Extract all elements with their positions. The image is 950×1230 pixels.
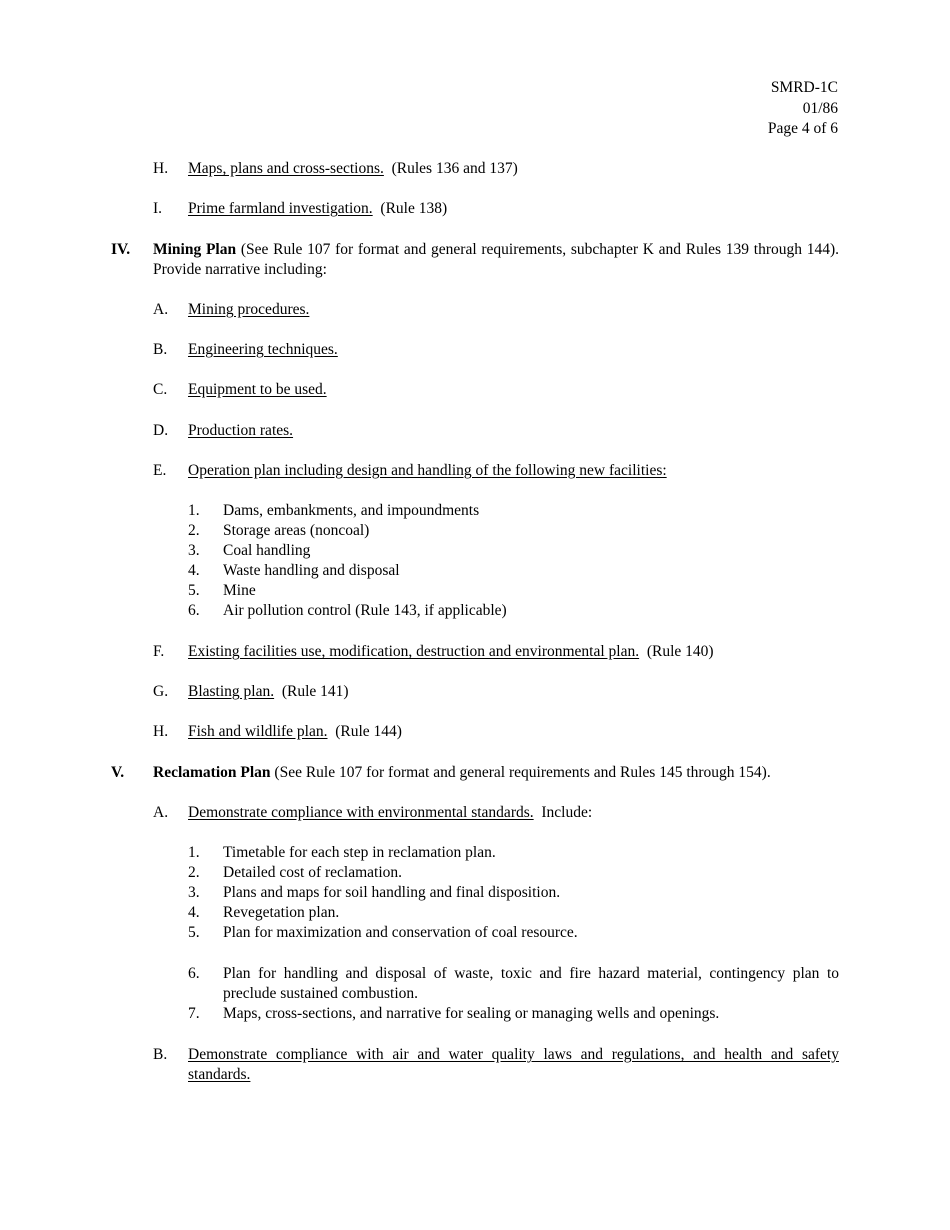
- item-number: 4.: [188, 562, 200, 579]
- section-intro: (See Rule 107 for format and general requirements and Rules 145 through 154).: [274, 764, 771, 781]
- item-label: H.: [153, 723, 169, 740]
- form-date: 01/86: [802, 99, 838, 117]
- item-title: Fish and wildlife plan.: [188, 723, 328, 740]
- item-number: 1.: [188, 844, 200, 861]
- item-number: 1.: [188, 502, 200, 519]
- item-number: 5.: [188, 924, 200, 941]
- item-text: Plan for handling and disposal of waste, toxic and fire hazard material, contingency plan to preclude sustained combustion.: [223, 965, 839, 1002]
- item-text: Maps, cross-sections, and narrative for sealing or managing wells and openings.: [223, 1005, 720, 1022]
- item-text: Plan for maximization and conservation of coal resource.: [223, 924, 578, 941]
- item-rule: (Rules 136 and 137): [391, 160, 518, 177]
- item-number: 7.: [188, 1005, 200, 1022]
- item-label: B.: [153, 341, 168, 358]
- item-rule: (Rule 144): [335, 723, 402, 740]
- item-text: Mine: [223, 582, 256, 599]
- section-title: Mining Plan: [153, 241, 237, 258]
- section-numeral: IV.: [111, 241, 131, 258]
- item-text: Dams, embankments, and impoundments: [223, 502, 480, 519]
- item-number: 4.: [188, 904, 200, 921]
- item-text: Revegetation plan.: [223, 904, 340, 921]
- item-number: 2.: [188, 522, 200, 539]
- item-title: Demonstrate compliance with environmental standards.: [188, 804, 534, 821]
- item-number: 3.: [188, 884, 200, 901]
- item-rule: (Rule 140): [646, 643, 714, 660]
- item-title: Operation plan including design and handling of the following new facilities:: [188, 462, 667, 479]
- section-numeral: V.: [111, 764, 125, 781]
- item-rest: Include:: [541, 804, 593, 821]
- item-title: Demonstrate compliance with air and water quality laws and regulations, and health and safety standards.: [188, 1046, 839, 1083]
- item-label: G.: [153, 683, 169, 700]
- item-label: C.: [153, 381, 168, 398]
- item-text: Coal handling: [223, 542, 311, 559]
- item-label: A.: [153, 301, 169, 318]
- item-number: 5.: [188, 582, 200, 599]
- item-title: Existing facilities use, modification, destruction and environmental plan.: [188, 643, 640, 660]
- item-number: 6.: [188, 602, 200, 619]
- item-title: Equipment to be used.: [188, 381, 327, 398]
- item-number: 3.: [188, 542, 200, 559]
- page-number: Page 4 of 6: [767, 120, 838, 137]
- page-header: [768, 78, 838, 140]
- item-title: Production rates.: [188, 422, 294, 439]
- item-label: F.: [153, 643, 165, 660]
- item-title: Blasting plan.: [188, 683, 275, 700]
- item-text: Waste handling and disposal: [223, 562, 400, 579]
- item-text: Plans and maps for soil handling and final disposition.: [223, 884, 561, 901]
- item-label: D.: [153, 422, 169, 439]
- item-number: 6.: [188, 965, 200, 982]
- item-label: B.: [153, 1046, 168, 1063]
- form-id: SMRD-1C: [770, 79, 838, 96]
- item-label: A.: [153, 804, 169, 821]
- item-text: Air pollution control (Rule 143, if applicable): [223, 602, 507, 619]
- item-number: 2.: [188, 864, 200, 881]
- item-rule: (Rule 138): [380, 200, 448, 217]
- item-title: Engineering techniques.: [188, 341, 338, 358]
- section-intro: (See Rule 107 for format and general requirements, subchapter K and Rules 139 through 144). Provide narrative including:: [153, 241, 839, 278]
- item-label: I.: [153, 200, 163, 217]
- item-text: Detailed cost of reclamation.: [223, 864, 403, 881]
- item-title: Maps, plans and cross-sections.: [188, 160, 384, 177]
- item-title: Prime farmland investigation.: [188, 200, 373, 217]
- item-title: Mining procedures.: [188, 301, 310, 318]
- item-text: Storage areas (noncoal): [223, 522, 370, 539]
- item-rule: (Rule 141): [281, 683, 349, 700]
- item-text: Timetable for each step in reclamation plan.: [223, 844, 496, 861]
- item-label: E.: [153, 462, 167, 479]
- item-label: H.: [153, 160, 169, 177]
- section-title: Reclamation Plan: [153, 764, 271, 781]
